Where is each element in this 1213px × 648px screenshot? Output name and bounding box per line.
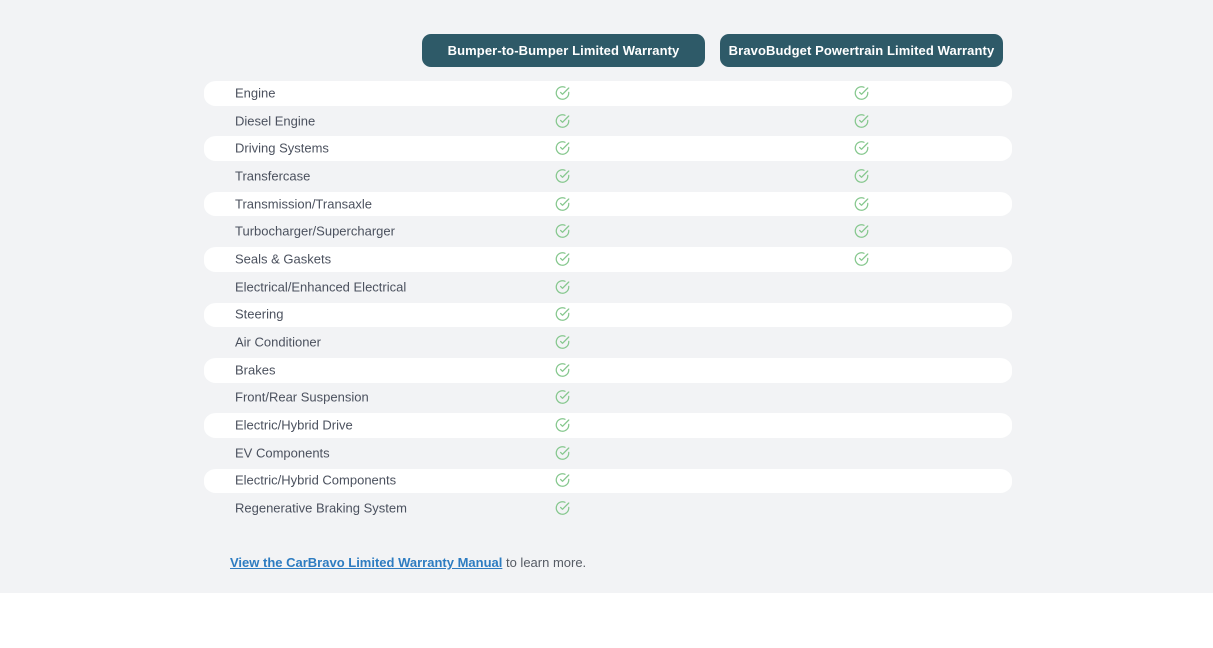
footer-note-suffix: to learn more. — [502, 555, 587, 570]
component-label: EV Components — [235, 445, 330, 461]
table-row — [204, 439, 1012, 467]
table-row — [204, 411, 1012, 439]
check-circle-icon — [854, 196, 869, 211]
table-row — [204, 328, 1012, 356]
check-circle-icon — [555, 335, 570, 350]
component-label: Transfercase — [235, 168, 311, 184]
check-circle-icon — [555, 473, 570, 488]
component-label: Brakes — [235, 362, 276, 378]
component-label: Front/Rear Suspension — [235, 389, 369, 405]
table-row — [204, 467, 1012, 495]
component-label: Diesel Engine — [235, 113, 316, 129]
check-circle-icon — [555, 279, 570, 294]
table-row — [204, 245, 1012, 273]
component-label: Transmission/Transaxle — [235, 196, 373, 212]
check-circle-icon — [555, 141, 570, 156]
check-circle-icon — [555, 196, 570, 211]
table-row — [204, 190, 1012, 218]
component-label: Turbocharger/Supercharger — [235, 223, 395, 239]
check-circle-icon — [555, 168, 570, 183]
warranty-coverage-table — [204, 79, 1012, 522]
check-circle-icon — [854, 168, 869, 183]
component-label: Driving Systems — [235, 140, 329, 156]
check-circle-icon — [854, 113, 869, 128]
table-row — [204, 134, 1012, 162]
check-circle-icon — [555, 113, 570, 128]
check-circle-icon — [555, 445, 570, 460]
check-circle-icon — [555, 390, 570, 405]
table-row — [204, 162, 1012, 190]
table-row — [204, 301, 1012, 329]
table-row — [204, 273, 1012, 301]
column-header-powertrain-warranty: BravoBudget Powertrain Limited Warranty — [720, 34, 1003, 67]
check-circle-icon — [555, 224, 570, 239]
footer-note — [230, 555, 586, 570]
table-row — [204, 494, 1012, 522]
column-header-bumper-to-bumper-warranty: Bumper-to-Bumper Limited Warranty — [422, 34, 705, 67]
component-label: Electric/Hybrid Drive — [235, 417, 353, 433]
component-label: Regenerative Braking System — [235, 500, 407, 516]
component-label: Engine — [235, 85, 276, 101]
check-circle-icon — [555, 362, 570, 377]
check-circle-icon — [854, 85, 869, 100]
table-row — [204, 79, 1012, 107]
component-label: Electric/Hybrid Components — [235, 472, 397, 488]
check-circle-icon — [555, 501, 570, 516]
component-label: Air Conditioner — [235, 334, 321, 350]
check-circle-icon — [555, 85, 570, 100]
table-row — [204, 107, 1012, 135]
table-row — [204, 217, 1012, 245]
check-circle-icon — [555, 418, 570, 433]
check-circle-icon — [555, 307, 570, 322]
component-label: Steering — [235, 306, 284, 322]
check-circle-icon — [555, 251, 570, 266]
check-circle-icon — [854, 224, 869, 239]
component-label: Electrical/Enhanced Electrical — [235, 279, 407, 295]
component-label: Seals & Gaskets — [235, 251, 332, 267]
table-row — [204, 384, 1012, 412]
check-circle-icon — [854, 141, 869, 156]
warranty-manual-link[interactable]: View the CarBravo Limited Warranty Manual — [230, 555, 503, 570]
table-row — [204, 356, 1012, 384]
check-circle-icon — [854, 251, 869, 266]
